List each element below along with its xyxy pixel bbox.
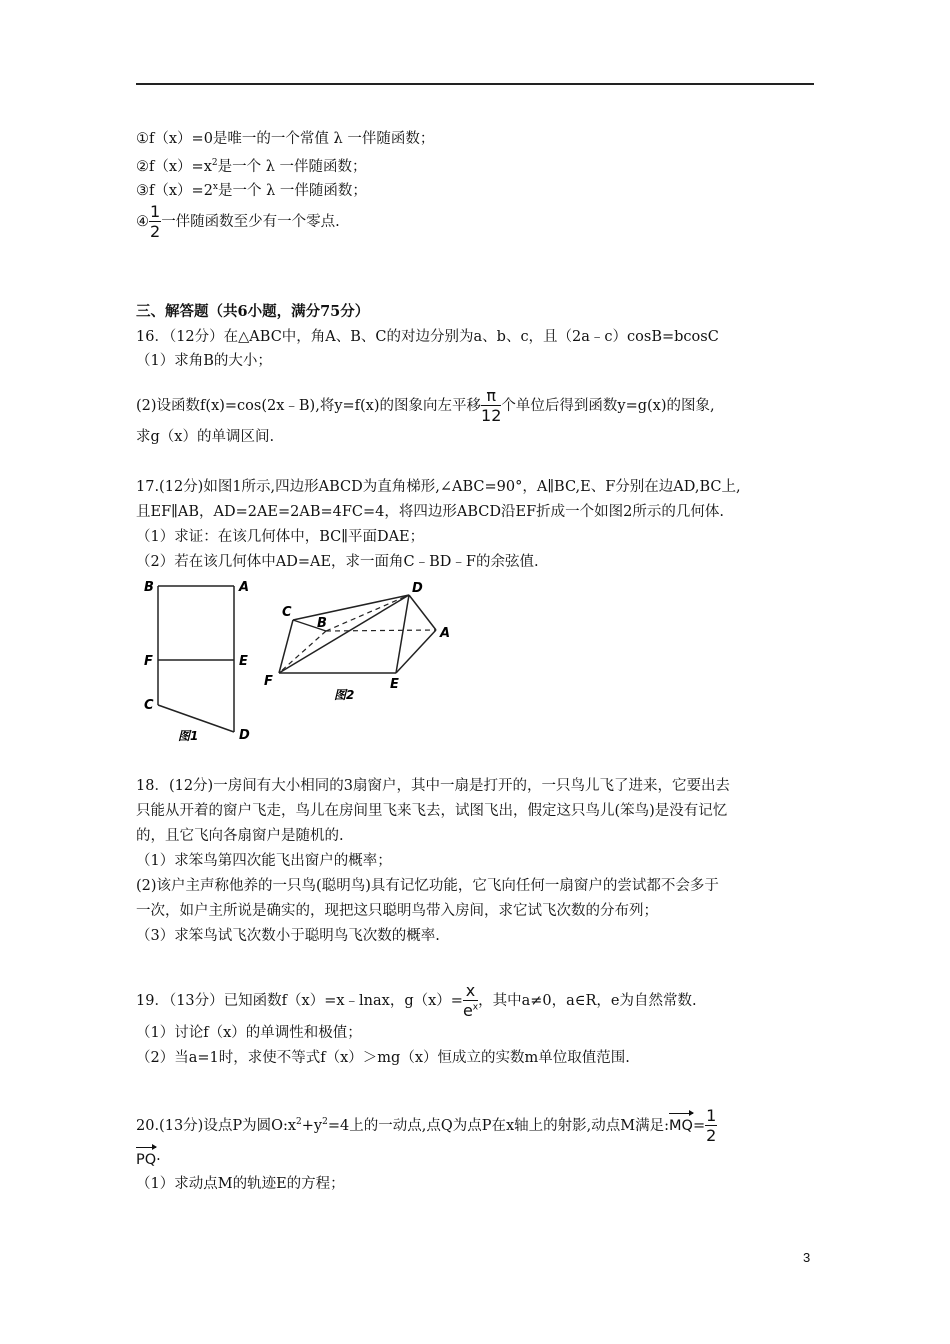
label-B: B	[317, 616, 327, 631]
label-D: D	[239, 728, 250, 743]
label-E: E	[239, 654, 248, 669]
q17-line1: 17.(12分)如图1所示,四边形ABCD为直角梯形,∠ABC=90°，A∥BC,E、F分别在边AD,BC上,	[136, 479, 741, 495]
label-F: F	[144, 654, 153, 669]
label-D: D	[412, 581, 423, 596]
q20-line2: PQ·	[136, 1152, 161, 1168]
q20-line1: 20.(13分)设点P为圆$O:x^2+y^2=4$上的一动点,点Q为点P在x轴上的射影,动点M满足:MQ= $\frac{1}{2}$	[136, 1106, 717, 1145]
q19-line1: 19．（13分）已知函数f（x）=x﹣lnax，g（x）= $\frac{x}{e^x}$ ，其中a≠0，a∈R，e为自然常数.	[136, 981, 697, 1020]
q18-line3: 的，且它飞向各扇窗户是随机的.	[136, 828, 344, 844]
fraction: $\frac{x}{e^x}$	[462, 981, 479, 1020]
item-1: ①f（x）=0是唯一的一个常值 λ 一伴随函数；	[136, 131, 435, 147]
fraction: $\frac{1}{2}$	[150, 202, 161, 241]
section-heading: 三、解答题（共6小题，满分75分）	[136, 303, 370, 320]
label-A: A	[440, 626, 451, 641]
q16-line1: 16．（12分）在△ABC中，角A、B、C的对边分别为a、b、c，且（2a﹣c）cosB=bcosC	[136, 329, 719, 345]
q20-line3: （1）求动点M的轨迹E的方程；	[136, 1176, 345, 1192]
q16-line2: （1）求角B的大小；	[136, 353, 272, 369]
q19-line3: （2）当a=1时，求使不等式f（x）＞mg（x）恒成立的实数m单位取值范围.	[136, 1050, 630, 1066]
page-number: 3	[803, 1250, 811, 1265]
q18-line1: 18．(12分)一房间有大小相同的3扇窗户，其中一扇是打开的，一只鸟儿飞了进来，它要出去	[136, 778, 730, 794]
figure-2	[264, 581, 450, 702]
fraction: $\frac{\pi}{12}$	[481, 386, 502, 425]
item-2: $②f(x)=x^2$是一个 λ 一伴随函数；	[136, 158, 367, 175]
label-C: C	[144, 698, 154, 713]
q18-line5: (2)该户主声称他养的一只鸟(聪明鸟)具有记忆功能，它飞向任何一扇窗户的尝试都不会多于	[136, 878, 719, 894]
label-A: A	[239, 580, 250, 595]
q18-line2: 只能从开着的窗户飞走，鸟儿在房间里飞来飞去，试图飞出，假定这只鸟儿(笨鸟)是没有记忆	[136, 803, 728, 819]
label-C: C	[282, 605, 292, 620]
vector-PQ: PQ	[136, 1152, 157, 1168]
item-4: ④ $\frac{1}{2}$ 一伴随函数至少有一个零点.	[136, 202, 340, 241]
q16-line3: (2)设函数f(x)=cos(2x﹣B),将y=f(x)的图象向左平移 $\frac{\pi}{12}$ 个单位后得到函数y=g(x)的图象,	[136, 386, 715, 425]
geometry-figures	[136, 572, 466, 748]
q17-line2: 且EF∥AB，AD=2AE=2AB=4FC=4，将四边形ABCD沿EF折成一个如图2所示的几何体.	[136, 504, 724, 520]
figure-1-caption: 图1	[178, 729, 199, 743]
q18-line6: 一次，如户主所说是确实的，现把这只聪明鸟带入房间，求它试飞次数的分布列；	[136, 903, 658, 919]
q18-line4: （1）求笨鸟第四次能飞出窗户的概率；	[136, 853, 392, 869]
figure-1	[144, 580, 250, 743]
label-B: B	[144, 580, 154, 595]
q19-line2: （1）讨论f（x）的单调性和极值；	[136, 1025, 362, 1041]
item-3: $③f(x)=2^x$是一个 λ 一伴随函数；	[136, 182, 367, 199]
q16-line4: 求g（x）的单调区间.	[136, 429, 275, 445]
label-F: F	[264, 674, 273, 689]
figure-2-caption: 图2	[334, 688, 355, 702]
label-E: E	[390, 677, 399, 692]
fraction: $\frac{1}{2}$	[706, 1106, 717, 1145]
header-rule	[136, 83, 814, 85]
q17-line3: （1）求证：在该几何体中，BC∥平面DAE；	[136, 529, 425, 545]
q18-line7: （3）求笨鸟试飞次数小于聪明鸟飞次数的概率.	[136, 928, 440, 944]
vector-MQ: MQ	[669, 1118, 693, 1134]
q17-line4: （2）若在该几何体中AD=AE，求一面角C﹣BD﹣F的余弦值.	[136, 554, 539, 570]
